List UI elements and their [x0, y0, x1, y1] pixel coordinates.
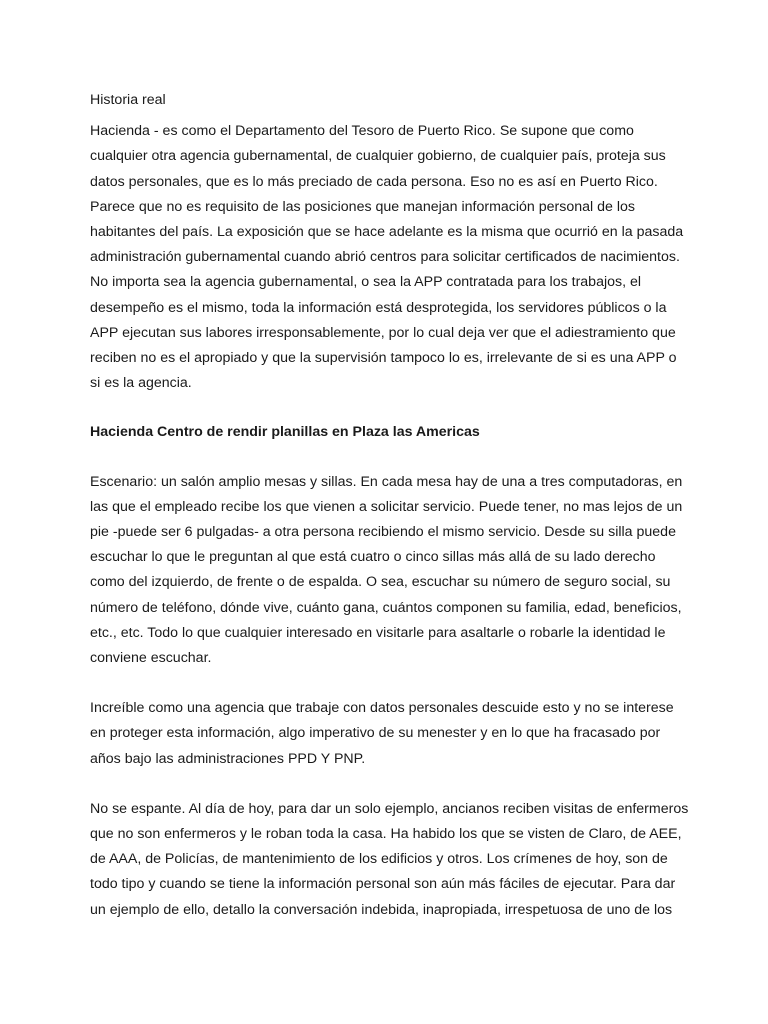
warning-paragraph: No se espante. Al día de hoy, para dar un solo ejemplo, ancianos reciben visitas de enfermeros que no son enfermeros y le roban toda la casa. Ha habido los que se visten de Claro, de AEE, de AAA, de Policías, de mantenimiento de los edificios y otros. Los crímenes de hoy, son de todo tipo y cuando se tiene la información personal son aún más fáciles de ejecutar. Para dar un ejemplo de ello, detallo la conversación indebida, inapropiada, irrespetuosa de uno de los: [90, 800, 689, 918]
section-heading: Hacienda Centro de rendir planillas en Plaza las Americas: [90, 424, 480, 441]
scenario-paragraph: Escenario: un salón amplio mesas y sillas. En cada mesa hay de una a tres computadoras, en las que el empleado recibe los que vienen a solicitar servicio. Puede tener, no mas lejos de un pie -puede ser 6 pulgadas- a otra persona recibiendo el mismo servicio. Desde su silla puede escuchar lo que le preguntan al que está cuatro o cinco sillas más allá de su lado derecho como del izquierdo, de frente o de espalda. O sea, escuchar su número de seguro social, su número de teléfono, dónde vive, cuánto gana, cuántos componen su familia, edad, beneficios, etc., etc. Todo lo que cualquier interesado en visitarle para asaltarle o robarle la identidad le conviene escuchar.: [90, 473, 683, 667]
incredible-paragraph: Increíble como una agencia que trabaje con datos personales descuide esto y no se interese en proteger esta información, algo imperativo de su menester y en lo que ha fracasado por años bajo las administraciones PPD Y PNP.: [90, 700, 674, 767]
document-title: Historia real: [90, 92, 166, 108]
intro-paragraph: Hacienda - es como el Departamento del Tesoro de Puerto Rico. Se supone que como cualquier otra agencia gubernamental, de cualquier gobierno, de cualquier país, proteja sus datos personales, que es lo más preciado de cada persona. Eso no es así en Puerto Rico. Parece que no es requisito de las posiciones que manejan información personal de los habitantes del país. La exposición que se hace adelante es la misma que ocurrió en la pasada administración gubernamental cuando abrió centros para solicitar certificados de nacimientos. No importa sea la agencia gubernamental, o sea la APP contratada para los trabajos, el desempeño es el mismo, toda la información está desprotegida, los servidores públicos o la APP ejecutan sus labores irresponsablemente, por lo cual deja ver que el adiestramiento que reciben no es el apropiado y que la supervisión tampoco lo es, irrelevante de si es una APP o si es la agencia.: [90, 123, 684, 392]
document-body: [90, 88, 690, 923]
